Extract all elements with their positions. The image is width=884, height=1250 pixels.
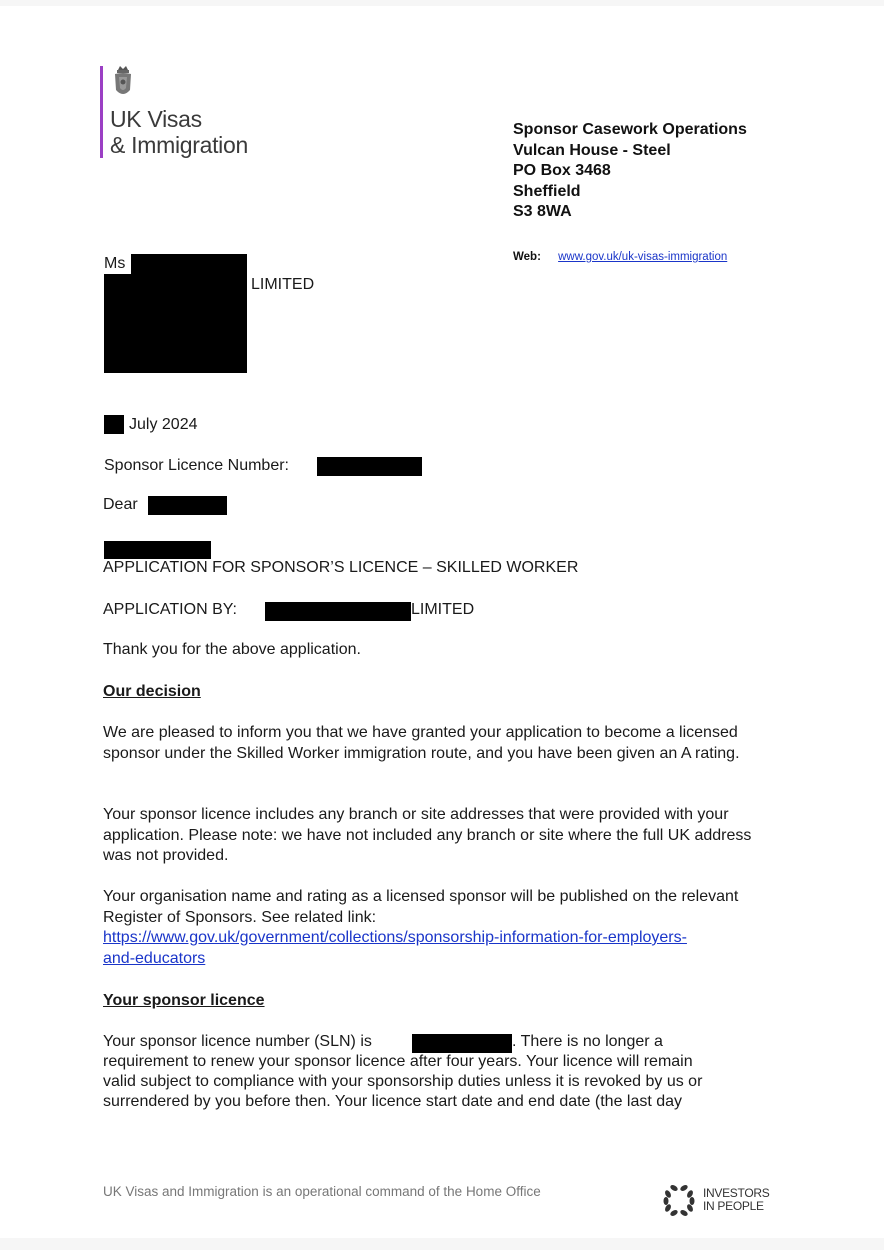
decision-paragraph-1: We are pleased to inform you that we have granted your application to become a licensed sponsor under the Skilled Worker immigration route, and you have been given an A rating. bbox=[103, 724, 740, 762]
decision-paragraph-3: Your organisation name and rating as a licensed sponsor will be published on the relevant Register of Sponsors. See related link: bbox=[103, 888, 739, 926]
web-row bbox=[513, 251, 727, 263]
recipient-company-suffix: LIMITED bbox=[251, 276, 315, 293]
redacted-recipient-name bbox=[131, 254, 247, 274]
heading-your-sponsor-licence: Your sponsor licence bbox=[103, 992, 265, 1009]
recipient-title: Ms bbox=[104, 255, 126, 272]
redacted-licence-number bbox=[317, 457, 422, 476]
redacted-sln bbox=[412, 1034, 512, 1053]
footer-text: UK Visas and Immigration is an operational command of the Home Office bbox=[103, 1184, 541, 1199]
licence-paragraph-line-2: requirement to renew your sponsor licence after four years. Your licence will remain bbox=[103, 1053, 693, 1070]
royal-crest-icon bbox=[112, 64, 134, 100]
greeting: Dear bbox=[103, 496, 138, 513]
investors-in-people-text: INVESTORS IN PEOPLE bbox=[703, 1186, 770, 1213]
letter-page bbox=[0, 6, 884, 1238]
subject-line: APPLICATION FOR SPONSOR’S LICENCE – SKILLED WORKER bbox=[103, 559, 579, 576]
investors-in-people-badge bbox=[661, 1182, 769, 1218]
sender-address: Sponsor Casework Operations Vulcan House - Steel PO Box 3468 Sheffield S3 8WA bbox=[513, 121, 747, 220]
redacted-recipient-address bbox=[104, 274, 247, 373]
laurel-wreath-icon bbox=[661, 1182, 697, 1218]
redacted-subject-line bbox=[104, 541, 211, 559]
logo-accent-bar bbox=[100, 66, 103, 158]
application-by-label: APPLICATION BY: bbox=[103, 601, 237, 618]
licence-paragraph-line-1: Your sponsor licence number (SLN) is bbox=[103, 1033, 372, 1050]
decision-paragraph-2: Your sponsor licence includes any branch or site addresses that were provided with your application. Please note: we have not included any branch or site where the full UK address was not provided. bbox=[103, 806, 752, 864]
licence-number-label: Sponsor Licence Number: bbox=[104, 457, 289, 474]
redacted-greeting-name bbox=[148, 496, 227, 515]
licence-paragraph-line-3: valid subject to compliance with your sponsorship duties unless it is revoked by us or bbox=[103, 1073, 703, 1090]
web-label: Web: bbox=[513, 251, 541, 263]
logo-text: UK Visas & Immigration bbox=[110, 106, 248, 158]
applicant-suffix: LIMITED bbox=[411, 601, 475, 618]
licence-paragraph-line-4: surrendered by you before then. Your licence start date and end date (the last day bbox=[103, 1093, 683, 1110]
thanks-line: Thank you for the above application. bbox=[103, 641, 361, 658]
heading-our-decision: Our decision bbox=[103, 683, 201, 700]
redacted-applicant-name bbox=[265, 602, 411, 621]
letter-date: July 2024 bbox=[129, 416, 198, 433]
redacted-date-day bbox=[104, 415, 124, 434]
register-link[interactable]: https://www.gov.uk/government/collections/sponsorship-information-for-employers- and-educators bbox=[103, 929, 687, 967]
licence-paragraph-line-1-suffix: . There is no longer a bbox=[512, 1033, 663, 1050]
web-link[interactable]: www.gov.uk/uk-visas-immigration bbox=[558, 251, 728, 263]
